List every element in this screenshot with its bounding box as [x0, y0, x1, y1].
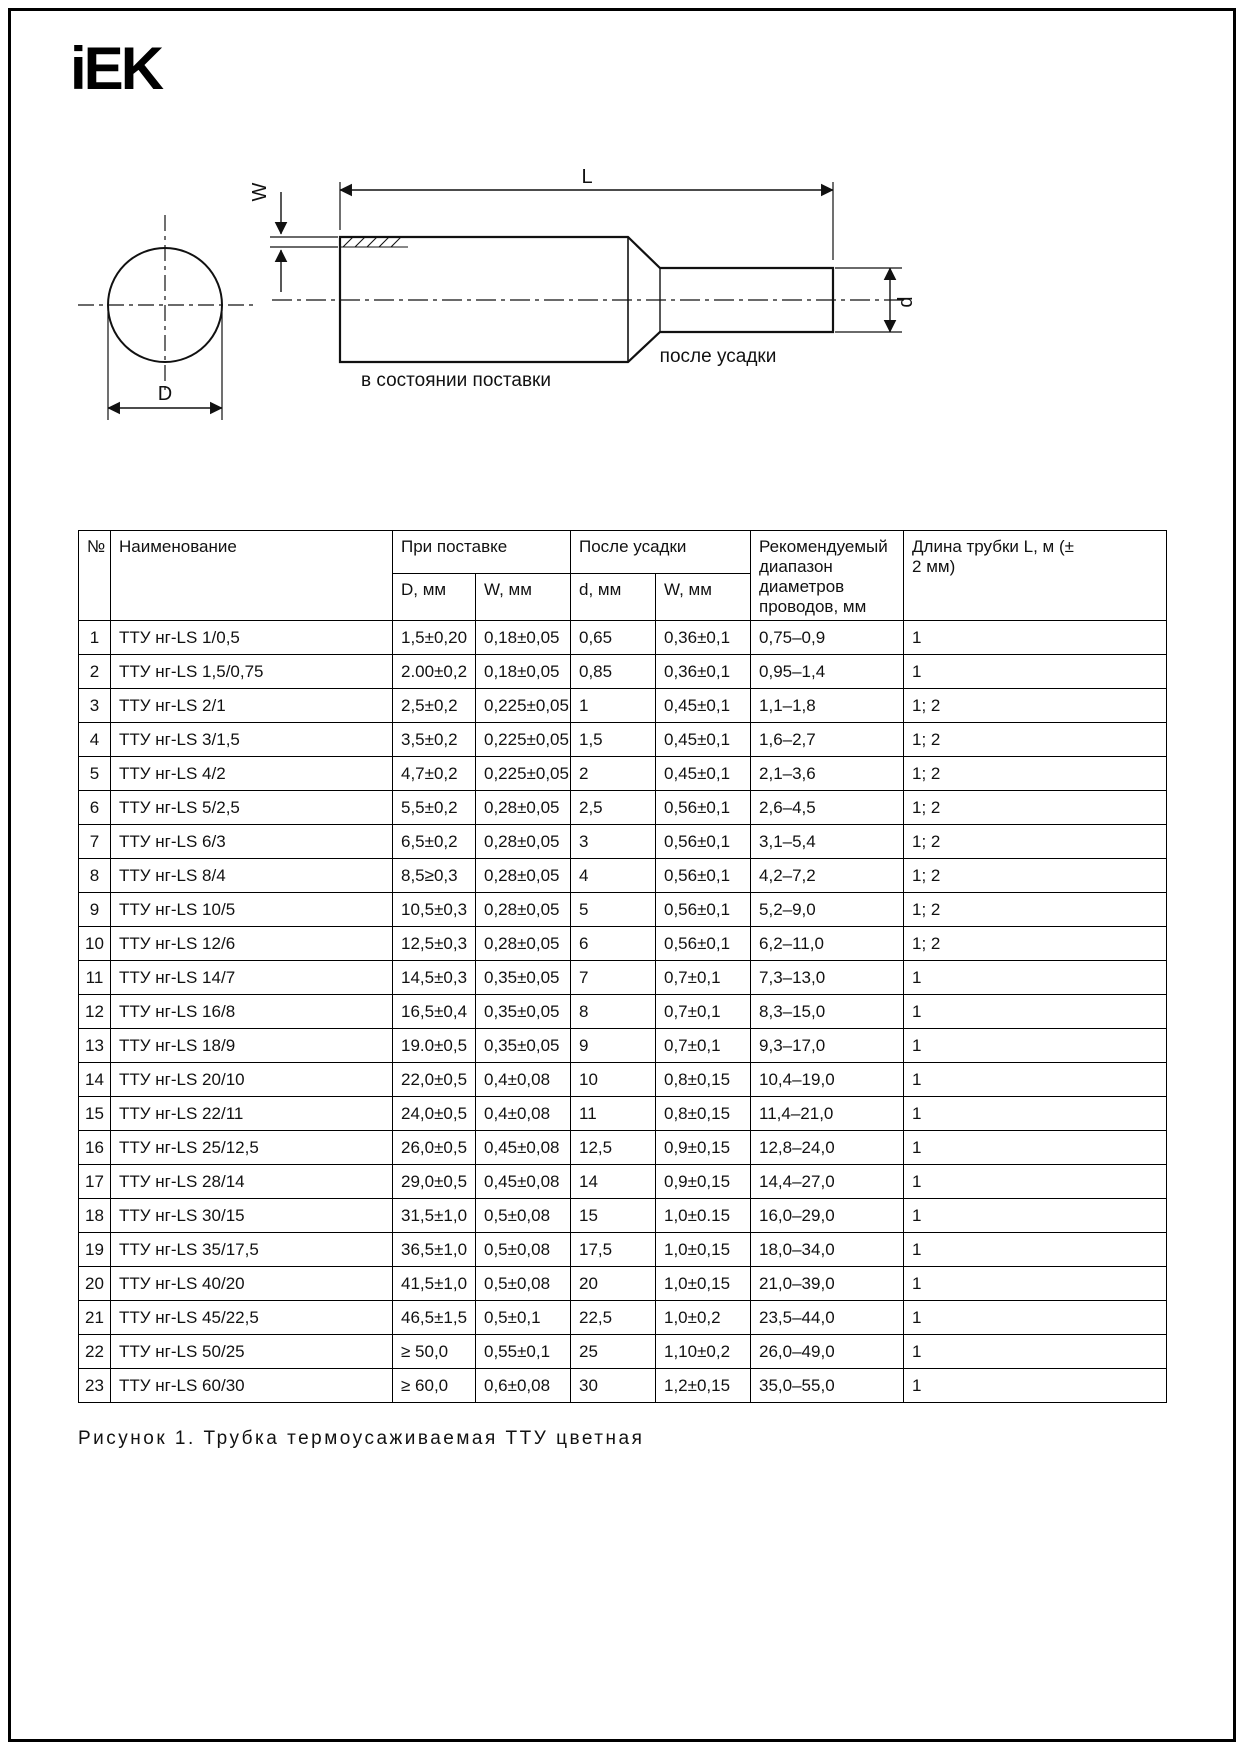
- table-cell: 17: [79, 1165, 111, 1199]
- table-cell: 1: [904, 1165, 1167, 1199]
- iek-logo: iEK: [70, 35, 162, 102]
- table-cell: 1: [904, 1097, 1167, 1131]
- table-cell: 1,5: [571, 723, 656, 757]
- table-cell: 8,3–15,0: [751, 995, 904, 1029]
- table-row: [79, 1165, 1167, 1199]
- table-cell: 0,4±0,08: [476, 1063, 571, 1097]
- header-supply-group: При поставке: [393, 531, 571, 574]
- table-cell: 8: [79, 859, 111, 893]
- table-cell: 23: [79, 1369, 111, 1403]
- table-cell: ТТУ нг-LS 35/17,5: [111, 1233, 393, 1267]
- figure-caption: Рисунок 1. Трубка термоусаживаемая ТТУ цветная: [78, 1428, 645, 1449]
- table-cell: 2: [571, 757, 656, 791]
- dim-label-L: L: [581, 166, 593, 188]
- table-header: [79, 531, 1167, 621]
- table-cell: 0,5±0,1: [476, 1301, 571, 1335]
- table-cell: 15: [79, 1097, 111, 1131]
- table-cell: 8,5≥0,3: [393, 859, 476, 893]
- table-cell: ТТУ нг-LS 12/6: [111, 927, 393, 961]
- table-cell: 14: [79, 1063, 111, 1097]
- table-cell: 1: [904, 995, 1167, 1029]
- table-cell: 2.00±0,2: [393, 655, 476, 689]
- table-cell: 29,0±0,5: [393, 1165, 476, 1199]
- table-cell: 0,5±0,08: [476, 1199, 571, 1233]
- header-shrink-d: d, мм: [571, 573, 656, 621]
- table-cell: 1; 2: [904, 757, 1167, 791]
- table-cell: 0,7±0,1: [656, 995, 751, 1029]
- table-cell: 1,0±0.15: [656, 1199, 751, 1233]
- table-row: [79, 791, 1167, 825]
- table-cell: 0,35±0,05: [476, 961, 571, 995]
- table-cell: 0,36±0,1: [656, 621, 751, 655]
- table-cell: ТТУ нг-LS 22/11: [111, 1097, 393, 1131]
- table-cell: 1,5±0,20: [393, 621, 476, 655]
- table-cell: 26,0±0,5: [393, 1131, 476, 1165]
- table-cell: 5: [79, 757, 111, 791]
- table-cell: 0,45±0,1: [656, 689, 751, 723]
- table-cell: ТТУ нг-LS 25/12,5: [111, 1131, 393, 1165]
- table-cell: 1: [571, 689, 656, 723]
- table-row: [79, 859, 1167, 893]
- header-num: №: [79, 531, 111, 621]
- table-cell: 31,5±1,0: [393, 1199, 476, 1233]
- table-cell: 1,0±0,2: [656, 1301, 751, 1335]
- table-row: [79, 927, 1167, 961]
- table-cell: 0,95–1,4: [751, 655, 904, 689]
- table-cell: 7,3–13,0: [751, 961, 904, 995]
- table-cell: 6,5±0,2: [393, 825, 476, 859]
- header-length: [904, 531, 1167, 621]
- table-row: [79, 1199, 1167, 1233]
- table-cell: 1,6–2,7: [751, 723, 904, 757]
- table-cell: 3: [571, 825, 656, 859]
- table-cell: 10: [79, 927, 111, 961]
- table-cell: 1,1–1,8: [751, 689, 904, 723]
- table-cell: 36,5±1,0: [393, 1233, 476, 1267]
- table-row: [79, 621, 1167, 655]
- table-cell: 5,2–9,0: [751, 893, 904, 927]
- table-cell: 12,8–24,0: [751, 1131, 904, 1165]
- table-cell: ТТУ нг-LS 8/4: [111, 859, 393, 893]
- table-cell: 1: [904, 1199, 1167, 1233]
- table-cell: 18: [79, 1199, 111, 1233]
- table-cell: 0,5±0,08: [476, 1233, 571, 1267]
- dim-label-W: W: [249, 182, 271, 202]
- table-cell: 5,5±0,2: [393, 791, 476, 825]
- table-cell: 4,7±0,2: [393, 757, 476, 791]
- table-cell: ≥ 50,0: [393, 1335, 476, 1369]
- table-row: [79, 689, 1167, 723]
- header-shrink-group: После усадки: [571, 531, 751, 574]
- table-cell: 4,2–7,2: [751, 859, 904, 893]
- table-cell: 0,6±0,08: [476, 1369, 571, 1403]
- dimension-L: [340, 182, 833, 260]
- table-cell: 3,5±0,2: [393, 723, 476, 757]
- table-cell: 9,3–17,0: [751, 1029, 904, 1063]
- table-cell: 4: [79, 723, 111, 757]
- table-cell: 0,5±0,08: [476, 1267, 571, 1301]
- table-row: [79, 723, 1167, 757]
- table-cell: 1,2±0,15: [656, 1369, 751, 1403]
- table-cell: 9: [571, 1029, 656, 1063]
- table-cell: ТТУ нг-LS 2/1: [111, 689, 393, 723]
- table-cell: 2: [79, 655, 111, 689]
- table-cell: 5: [571, 893, 656, 927]
- dim-label-d: d: [895, 296, 917, 308]
- table-row: [79, 1233, 1167, 1267]
- table-cell: 0,65: [571, 621, 656, 655]
- table-row: [79, 1131, 1167, 1165]
- table-cell: 20: [571, 1267, 656, 1301]
- table-cell: ТТУ нг-LS 50/25: [111, 1335, 393, 1369]
- table-cell: 0,28±0,05: [476, 791, 571, 825]
- table-cell: 21: [79, 1301, 111, 1335]
- table-cell: 1; 2: [904, 927, 1167, 961]
- table-cell: 6,2–11,0: [751, 927, 904, 961]
- header-length-text: Длина трубки L, м (± 2 мм): [912, 537, 1074, 576]
- table-cell: 15: [571, 1199, 656, 1233]
- table-cell: 11: [79, 961, 111, 995]
- wall-hatching: [340, 237, 408, 247]
- table-cell: 3: [79, 689, 111, 723]
- table-cell: 0,56±0,1: [656, 791, 751, 825]
- table-cell: 0,56±0,1: [656, 859, 751, 893]
- table-cell: ТТУ нг-LS 5/2,5: [111, 791, 393, 825]
- table-cell: 1: [904, 1335, 1167, 1369]
- table-cell: 0,45±0,1: [656, 723, 751, 757]
- spec-table-wrap: [78, 530, 1167, 1403]
- table-body: [79, 621, 1167, 1403]
- table-cell: 11: [571, 1097, 656, 1131]
- table-cell: 35,0–55,0: [751, 1369, 904, 1403]
- table-cell: 23,5–44,0: [751, 1301, 904, 1335]
- table-cell: 24,0±0,5: [393, 1097, 476, 1131]
- table-cell: 0,8±0,15: [656, 1063, 751, 1097]
- table-cell: 3,1–5,4: [751, 825, 904, 859]
- table-cell: 7: [79, 825, 111, 859]
- table-cell: ТТУ нг-LS 60/30: [111, 1369, 393, 1403]
- table-row: [79, 893, 1167, 927]
- table-cell: 1: [904, 1131, 1167, 1165]
- table-cell: 14: [571, 1165, 656, 1199]
- table-cell: 10,4–19,0: [751, 1063, 904, 1097]
- header-range: Рекомендуемый диапазон диаметров проводов, мм: [751, 531, 904, 621]
- table-row: [79, 825, 1167, 859]
- table-cell: 1; 2: [904, 893, 1167, 927]
- table-cell: 0,75–0,9: [751, 621, 904, 655]
- table-row: [79, 655, 1167, 689]
- table-cell: 10,5±0,3: [393, 893, 476, 927]
- table-row: [79, 1063, 1167, 1097]
- table-cell: 1; 2: [904, 723, 1167, 757]
- table-row: [79, 1097, 1167, 1131]
- table-cell: 7: [571, 961, 656, 995]
- table-cell: 21,0–39,0: [751, 1267, 904, 1301]
- table-cell: 6: [571, 927, 656, 961]
- table-cell: 1,0±0,15: [656, 1233, 751, 1267]
- table-cell: ТТУ нг-LS 20/10: [111, 1063, 393, 1097]
- table-cell: 30: [571, 1369, 656, 1403]
- table-cell: 0,18±0,05: [476, 621, 571, 655]
- table-cell: 1; 2: [904, 825, 1167, 859]
- table-cell: 0,8±0,15: [656, 1097, 751, 1131]
- table-cell: 26,0–49,0: [751, 1335, 904, 1369]
- table-cell: 18,0–34,0: [751, 1233, 904, 1267]
- table-cell: 12,5±0,3: [393, 927, 476, 961]
- header-shrink-w: W, мм: [656, 573, 751, 621]
- table-cell: 6: [79, 791, 111, 825]
- table-cell: 1: [904, 1063, 1167, 1097]
- table-row: [79, 1301, 1167, 1335]
- table-cell: 0,45±0,08: [476, 1131, 571, 1165]
- table-cell: 4: [571, 859, 656, 893]
- table-cell: 0,56±0,1: [656, 927, 751, 961]
- table-cell: ТТУ нг-LS 6/3: [111, 825, 393, 859]
- table-cell: 22,5: [571, 1301, 656, 1335]
- table-cell: ТТУ нг-LS 14/7: [111, 961, 393, 995]
- table-cell: 1: [904, 1301, 1167, 1335]
- header-name: Наименование: [111, 531, 393, 621]
- table-cell: 0,45±0,1: [656, 757, 751, 791]
- table-cell: 17,5: [571, 1233, 656, 1267]
- heat-shrink-tube-drawing: [60, 140, 1010, 470]
- table-cell: 19: [79, 1233, 111, 1267]
- header-supply-d: D, мм: [393, 573, 476, 621]
- table-cell: 0,28±0,05: [476, 893, 571, 927]
- table-cell: 0,55±0,1: [476, 1335, 571, 1369]
- table-cell: 12,5: [571, 1131, 656, 1165]
- table-cell: 0,18±0,05: [476, 655, 571, 689]
- table-cell: 1: [904, 1267, 1167, 1301]
- table-row: [79, 1369, 1167, 1403]
- table-cell: 2,6–4,5: [751, 791, 904, 825]
- table-cell: 0,225±0,05: [476, 723, 571, 757]
- table-cell: ТТУ нг-LS 45/22,5: [111, 1301, 393, 1335]
- table-cell: 16,5±0,4: [393, 995, 476, 1029]
- table-cell: 16: [79, 1131, 111, 1165]
- table-cell: 0,28±0,05: [476, 859, 571, 893]
- table-cell: 0,9±0,15: [656, 1131, 751, 1165]
- table-cell: 11,4–21,0: [751, 1097, 904, 1131]
- table-cell: ТТУ нг-LS 28/14: [111, 1165, 393, 1199]
- table-cell: 0,7±0,1: [656, 961, 751, 995]
- table-cell: 0,225±0,05: [476, 757, 571, 791]
- label-supply-state: в состоянии поставки: [361, 370, 551, 391]
- table-cell: 22: [79, 1335, 111, 1369]
- table-cell: 46,5±1,5: [393, 1301, 476, 1335]
- table-cell: 0,35±0,05: [476, 995, 571, 1029]
- table-cell: 1: [79, 621, 111, 655]
- table-cell: 2,5: [571, 791, 656, 825]
- table-cell: 9: [79, 893, 111, 927]
- table-cell: 25: [571, 1335, 656, 1369]
- table-cell: 20: [79, 1267, 111, 1301]
- table-cell: 1: [904, 621, 1167, 655]
- table-cell: ТТУ нг-LS 40/20: [111, 1267, 393, 1301]
- table-cell: 22,0±0,5: [393, 1063, 476, 1097]
- table-cell: 14,5±0,3: [393, 961, 476, 995]
- table-cell: 0,35±0,05: [476, 1029, 571, 1063]
- table-cell: 8: [571, 995, 656, 1029]
- label-after-shrink: после усадки: [659, 346, 777, 367]
- header-supply-w: W, мм: [476, 573, 571, 621]
- spec-table: [78, 530, 1167, 1403]
- table-cell: ТТУ нг-LS 10/5: [111, 893, 393, 927]
- table-cell: 1: [904, 961, 1167, 995]
- table-cell: 0,9±0,15: [656, 1165, 751, 1199]
- table-cell: 0,85: [571, 655, 656, 689]
- table-row: [79, 757, 1167, 791]
- table-cell: 41,5±1,0: [393, 1267, 476, 1301]
- table-cell: 0,28±0,05: [476, 825, 571, 859]
- table-cell: ТТУ нг-LS 18/9: [111, 1029, 393, 1063]
- table-cell: 19.0±0,5: [393, 1029, 476, 1063]
- table-row: [79, 961, 1167, 995]
- table-cell: 0,56±0,1: [656, 893, 751, 927]
- table-cell: 16,0–29,0: [751, 1199, 904, 1233]
- table-row: [79, 1335, 1167, 1369]
- table-cell: 0,225±0,05: [476, 689, 571, 723]
- table-cell: ТТУ нг-LS 3/1,5: [111, 723, 393, 757]
- table-row: [79, 1267, 1167, 1301]
- dimension-W: [270, 192, 338, 292]
- table-cell: 0,28±0,05: [476, 927, 571, 961]
- table-cell: 10: [571, 1063, 656, 1097]
- table-cell: ТТУ нг-LS 1/0,5: [111, 621, 393, 655]
- table-cell: ТТУ нг-LS 16/8: [111, 995, 393, 1029]
- dim-label-D: D: [157, 383, 173, 405]
- table-cell: 1; 2: [904, 791, 1167, 825]
- table-cell: 12: [79, 995, 111, 1029]
- table-cell: 0,7±0,1: [656, 1029, 751, 1063]
- table-cell: 1: [904, 655, 1167, 689]
- table-cell: ТТУ нг-LS 30/15: [111, 1199, 393, 1233]
- tube-side-view: [270, 182, 905, 362]
- table-cell: 0,56±0,1: [656, 825, 751, 859]
- table-cell: 1,10±0,2: [656, 1335, 751, 1369]
- table-row: [79, 1029, 1167, 1063]
- table-cell: 14,4–27,0: [751, 1165, 904, 1199]
- table-cell: 13: [79, 1029, 111, 1063]
- table-cell: 1; 2: [904, 859, 1167, 893]
- table-cell: 0,36±0,1: [656, 655, 751, 689]
- table-row: [79, 995, 1167, 1029]
- table-cell: 1: [904, 1029, 1167, 1063]
- table-cell: 2,5±0,2: [393, 689, 476, 723]
- table-cell: 1; 2: [904, 689, 1167, 723]
- table-cell: 2,1–3,6: [751, 757, 904, 791]
- table-cell: 1: [904, 1233, 1167, 1267]
- table-cell: 1: [904, 1369, 1167, 1403]
- table-cell: 1,0±0,15: [656, 1267, 751, 1301]
- table-cell: 0,45±0,08: [476, 1165, 571, 1199]
- table-cell: ТТУ нг-LS 1,5/0,75: [111, 655, 393, 689]
- table-cell: ТТУ нг-LS 4/2: [111, 757, 393, 791]
- table-cell: 0,4±0,08: [476, 1097, 571, 1131]
- table-cell: ≥ 60,0: [393, 1369, 476, 1403]
